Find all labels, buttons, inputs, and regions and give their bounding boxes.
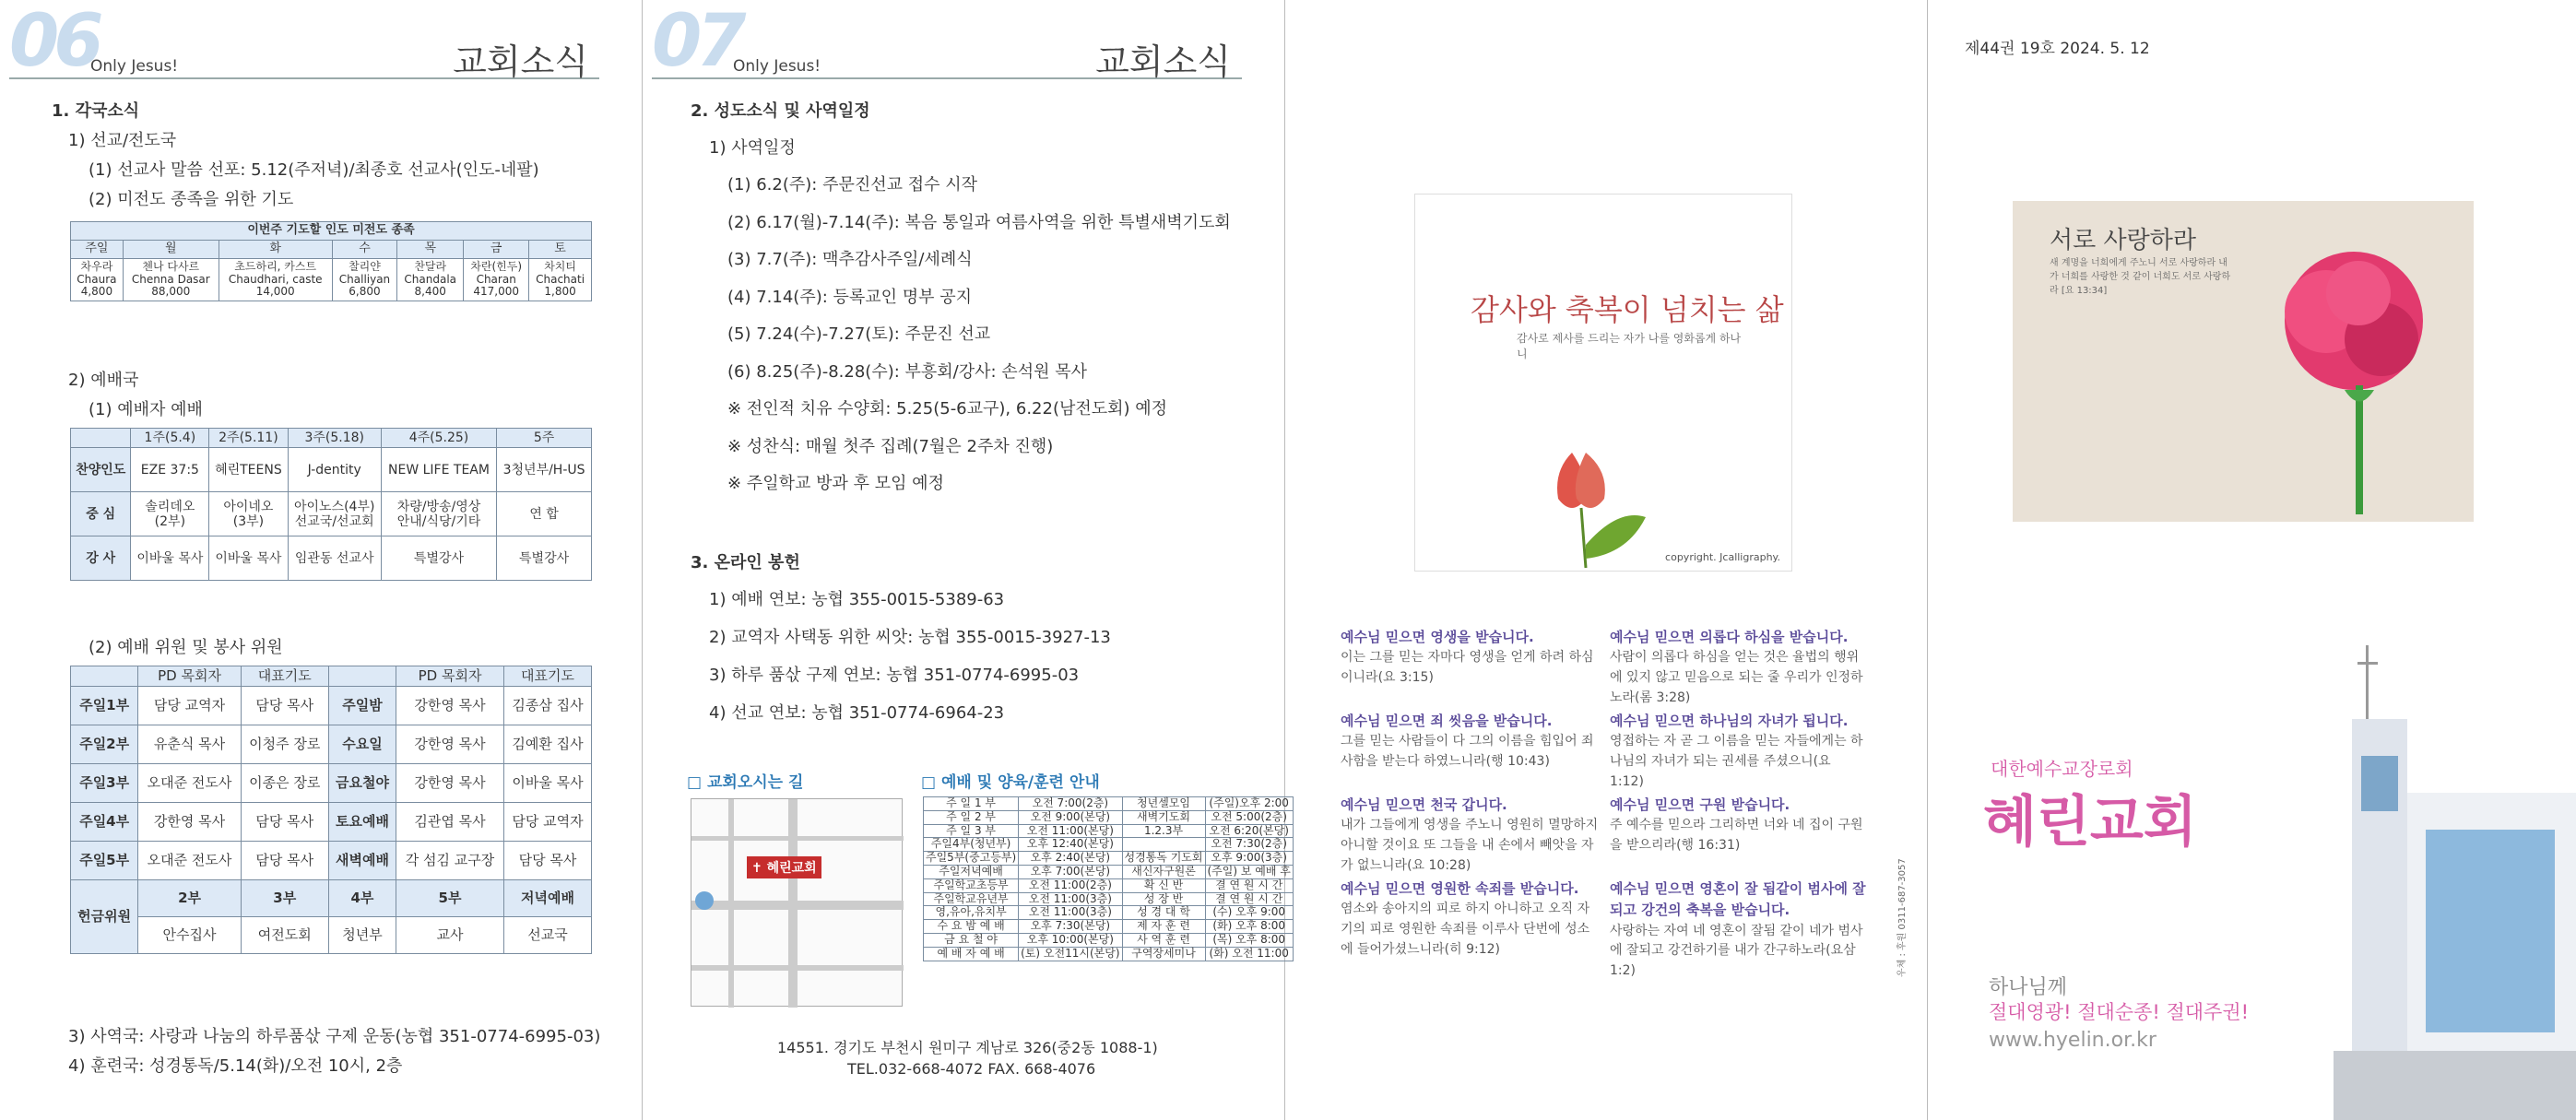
table-cell: 이바울 목사 bbox=[131, 536, 209, 581]
table-cell: 주일4부 bbox=[71, 803, 138, 842]
table-cell: 김종삼 집사 bbox=[503, 687, 591, 725]
table-cell: 오후 7:30(본당) bbox=[1019, 920, 1122, 934]
gospel-verse: 염소와 송아지의 피로 하지 아니하고 오직 자기의 피로 영원한 속죄를 이루사 단번에 성소에 들어가셨느니라(히 9:12) bbox=[1341, 902, 1590, 957]
carnation-flower bbox=[2197, 238, 2455, 514]
table-cell: 주일3부 bbox=[71, 764, 138, 803]
table-cell: 확 신 반 bbox=[1122, 878, 1205, 892]
table-cell: 여전도회 bbox=[241, 917, 328, 954]
telephone: TEL.032-668-4072 FAX. 668-4076 bbox=[847, 1060, 1096, 1078]
table-cell: 예 배 자 예 배 bbox=[924, 947, 1019, 961]
table-cell: 주일4부(청년부) bbox=[924, 838, 1019, 852]
table-cell: 주 일 3 부 bbox=[924, 824, 1019, 838]
table-cell: 솔리데오 (2부) bbox=[131, 492, 209, 536]
verse-title: 서로 사랑하라 bbox=[2050, 227, 2196, 254]
side-text: 우체 : 후원 0311-687-3057 bbox=[1897, 858, 1908, 977]
gospel-item bbox=[1341, 627, 1599, 689]
table-row bbox=[924, 878, 1294, 892]
table-row bbox=[71, 803, 592, 842]
slogan: 절대영광! 절대순종! 절대주권! bbox=[1989, 1001, 2250, 1023]
table-header: 3주(5.18) bbox=[288, 429, 381, 448]
gospel-item bbox=[1610, 627, 1868, 708]
gospel-heading: 예수님 믿으면 영생을 받습니다. bbox=[1341, 629, 1534, 645]
church-name: 혜린교회 bbox=[1983, 790, 2197, 855]
table-cell: 오후 7:00(본당) bbox=[1019, 865, 1122, 878]
table-header: 1주(5.4) bbox=[131, 429, 209, 448]
table-cell: 찬양인도 bbox=[71, 448, 131, 492]
table-cell: 오전 5:00(2층) bbox=[1205, 810, 1293, 824]
table-row bbox=[924, 852, 1294, 866]
table-cell: 담당 교역자 bbox=[138, 687, 241, 725]
table-cell: 성 경 대 학 bbox=[1122, 906, 1205, 920]
subsection: 2) 예배국 bbox=[68, 371, 139, 390]
table-cell: 강한영 목사 bbox=[396, 725, 504, 764]
table-cell: 결 연 원 시 간 bbox=[1205, 892, 1293, 906]
table-cell: 청년부 bbox=[328, 917, 396, 954]
offering-item: 2) 교역자 사택동 위한 씨앗: 농협 355-0015-3927-13 bbox=[709, 628, 1111, 647]
map bbox=[691, 798, 903, 1007]
table-row bbox=[924, 947, 1294, 961]
cell-line: Chachati bbox=[536, 272, 585, 286]
table-cell: 아이노스(4부) 선교국/선교회 bbox=[288, 492, 381, 536]
schedule-item: (4) 7.14(주): 등록교인 명부 공지 bbox=[727, 287, 973, 307]
item: (1) 예배자 예배 bbox=[89, 400, 203, 419]
table-cell: 아이네오 (3부) bbox=[209, 492, 288, 536]
page-header bbox=[9, 0, 599, 83]
schedule-title: □ 예배 및 양육/훈련 안내 bbox=[921, 773, 1100, 792]
cell-line: 8,400 bbox=[414, 285, 446, 299]
table-cell: 이종은 장로 bbox=[241, 764, 328, 803]
table-row bbox=[924, 933, 1294, 947]
table-header: 월 bbox=[123, 240, 219, 258]
table-cell: 오전 11:00(2층) bbox=[1019, 878, 1122, 892]
table-header: 주일 bbox=[71, 240, 124, 258]
schedule-table bbox=[923, 796, 1294, 961]
page-06 bbox=[0, 0, 643, 1120]
table-cell: 연 합 bbox=[497, 492, 592, 536]
gospel-heading: 예수님 믿으면 영혼이 잘 됨같이 범사에 잘되고 강건의 축복을 받습니다. bbox=[1610, 880, 1866, 919]
table-cell: 주일학교유년부 bbox=[924, 892, 1019, 906]
offering-item: 1) 예배 연보: 농협 355-0015-5389-63 bbox=[709, 590, 1005, 609]
tulip-illustration bbox=[1535, 443, 1655, 572]
table-header: PD 목회자 bbox=[138, 666, 241, 687]
cell-line: 첸나 다사르 bbox=[142, 259, 200, 273]
table-header: 수 bbox=[332, 240, 397, 258]
table-cell: (주일)오후 2:00 bbox=[1205, 797, 1293, 811]
table-row bbox=[71, 666, 592, 687]
table-cell: 차량/방송/영상 안내/식당/기타 bbox=[381, 492, 496, 536]
header-subtitle: Only Jesus! bbox=[90, 57, 179, 76]
page-title: 교회소식 bbox=[453, 41, 588, 82]
table-cell: (주일) 보 예배 후 bbox=[1205, 865, 1293, 878]
gospel-item bbox=[1610, 711, 1868, 792]
gospel-verse: 내가 그들에게 영생을 주노니 영원히 멸망하지 아니할 것이요 또 그들을 내 손에서 빼앗을 자가 없느니라(요 10:28) bbox=[1341, 818, 1599, 873]
cell-line: Chaudhari, caste bbox=[228, 272, 323, 286]
table-cell: 선교국 bbox=[503, 917, 591, 954]
table-cell: 영,유아,유치부 bbox=[924, 906, 1019, 920]
table-cell: 강한영 목사 bbox=[396, 687, 504, 725]
gospel-heading: 예수님 믿으면 죄 씻음을 받습니다. bbox=[1341, 713, 1553, 729]
table-row bbox=[924, 906, 1294, 920]
table-cell bbox=[123, 258, 219, 301]
cell-line: Charan bbox=[476, 272, 516, 286]
table-cell: 유춘식 목사 bbox=[138, 725, 241, 764]
cell-line: Chandala bbox=[404, 272, 457, 286]
cell-line: 찰리얀 bbox=[349, 259, 381, 273]
table-cell: 교사 bbox=[396, 917, 504, 954]
church-marker: ✝ 혜린교회 bbox=[747, 856, 821, 878]
table-cell: 특별강사 bbox=[381, 536, 496, 581]
copyright: copyright. Jcalligraphy. bbox=[1665, 551, 1780, 563]
table-cell: 중 심 bbox=[71, 492, 131, 536]
table-row bbox=[71, 687, 592, 725]
table-header: 2주(5.11) bbox=[209, 429, 288, 448]
table-cell: 담당 교역자 bbox=[503, 803, 591, 842]
table-header bbox=[71, 666, 138, 687]
gospel-item bbox=[1341, 878, 1599, 960]
card-text: 감사로 제사를 드리는 자가 나를 영화롭게 하나니 bbox=[1517, 332, 1742, 360]
section-heading: 3. 온라인 봉헌 bbox=[691, 553, 800, 572]
cell-line: Chenna Dasar bbox=[131, 272, 210, 286]
cell-line: Challiyan bbox=[338, 272, 391, 286]
item: 4) 훈련국: 성경통독/5.14(화)/오전 10시, 2층 bbox=[68, 1056, 403, 1076]
page-header bbox=[652, 0, 1242, 83]
item: 3) 사역국: 사랑과 나눔의 하루품삯 구제 운동(농협 351-0774-6995-03) bbox=[68, 1027, 601, 1046]
table-cell: 오후 2:40(본당) bbox=[1019, 852, 1122, 866]
verse-text: 새 계명을 너희에게 주노니 서로 사랑하라 내가 너희를 사랑한 것 같이 너희도 서로 사랑하라 [요 13:34] bbox=[2050, 258, 2231, 296]
table-cell: 주일저녁예배 bbox=[924, 865, 1019, 878]
card-title: 감사와 축복이 넘치는 삶 bbox=[1471, 292, 1784, 327]
gospel-verse: 영접하는 자 곧 그 이름을 믿는 자들에게는 하나님의 자녀가 되는 권세를 주셨으니(요 1:12) bbox=[1610, 734, 1863, 789]
slogan-intro: 하나님께 bbox=[1989, 976, 2068, 999]
calligraphy-card bbox=[1414, 194, 1792, 572]
table-row bbox=[71, 429, 592, 448]
table-header: 대표기도 bbox=[241, 666, 328, 687]
table-cell: NEW LIFE TEAM bbox=[381, 448, 496, 492]
table-cell: 주일학교초등부 bbox=[924, 878, 1019, 892]
table-cell: 담당 목사 bbox=[241, 842, 328, 880]
gospel-heading: 예수님 믿으면 하나님의 자녀가 됩니다. bbox=[1610, 713, 1849, 729]
table-cell bbox=[397, 258, 464, 301]
item: (2) 미전도 종족을 위한 기도 bbox=[89, 190, 294, 209]
table-header: 4부 bbox=[328, 880, 396, 917]
table-row bbox=[71, 764, 592, 803]
table-cell: 특별강사 bbox=[497, 536, 592, 581]
table-cell: (화) 오후 8:00 bbox=[1205, 920, 1293, 934]
gospel-item bbox=[1341, 711, 1599, 772]
table-cell: 주일2부 bbox=[71, 725, 138, 764]
subsection: 1) 선교/전도국 bbox=[68, 131, 177, 150]
table-header: 4주(5.25) bbox=[381, 429, 496, 448]
table-cell: 오전 7:30(2층) bbox=[1205, 838, 1293, 852]
gospel-verse: 사람이 의롭다 하심을 얻는 것은 율법의 행위에 있지 않고 믿음으로 되는 줄 우리가 인정하노라(롬 3:28) bbox=[1610, 650, 1863, 705]
table-header: 3부 bbox=[241, 880, 328, 917]
table-cell: EZE 37:5 bbox=[131, 448, 209, 492]
subsection: 1) 사역일정 bbox=[709, 138, 796, 158]
worship-table bbox=[70, 428, 592, 581]
table-header: 토 bbox=[529, 240, 592, 258]
table-row bbox=[924, 892, 1294, 906]
table-header bbox=[328, 666, 396, 687]
table-row bbox=[924, 824, 1294, 838]
table-cell: 수요일 bbox=[328, 725, 396, 764]
offering-committee-label: 헌금위원 bbox=[71, 880, 138, 954]
table-header: 화 bbox=[219, 240, 332, 258]
schedule-item: (1) 6.2(주): 주문진선교 접수 시작 bbox=[727, 175, 977, 195]
gospel-item bbox=[1341, 795, 1599, 876]
offering-item: 3) 하루 품삯 구제 연보: 농협 351-0774-6995-03 bbox=[709, 666, 1080, 685]
table-row bbox=[71, 880, 592, 917]
table-cell: 주일5부(중고등부) bbox=[924, 852, 1019, 866]
table-header bbox=[71, 429, 131, 448]
schedule-item: ※ 전인적 치유 수양회: 5.25(5-6교구), 6.22(남전도회) 예정 bbox=[727, 399, 1168, 419]
gospel-heading: 예수님 믿으면 구원 받습니다. bbox=[1610, 796, 1790, 813]
table-cell: 김예환 집사 bbox=[503, 725, 591, 764]
table-header: 목 bbox=[397, 240, 464, 258]
church-building bbox=[2334, 645, 2576, 1120]
schedule-item: (3) 7.7(주): 맥추감사주일/세례식 bbox=[727, 250, 973, 269]
cell-line: 417,000 bbox=[473, 285, 519, 299]
table-cell: 오후 12:40(본당) bbox=[1019, 838, 1122, 852]
table-cell: 각 섬김 교구장 bbox=[396, 842, 504, 880]
table-cell: 이청주 장로 bbox=[241, 725, 328, 764]
cover-page bbox=[1928, 0, 2576, 1120]
page-tract bbox=[1285, 0, 1928, 1120]
table-cell: 담당 목사 bbox=[503, 842, 591, 880]
table-cell: 담당 목사 bbox=[241, 687, 328, 725]
prayer-table-title: 이번주 기도할 인도 미전도 종족 bbox=[71, 222, 592, 241]
page-number: 06 bbox=[9, 0, 99, 83]
page-number: 07 bbox=[652, 0, 741, 83]
gospel-verse: 그를 믿는 사람들이 다 그의 이름을 힘입어 죄 사함을 받는다 하였느니라(행 10:43) bbox=[1341, 734, 1594, 769]
table-row bbox=[71, 917, 592, 954]
website-url: www.hyelin.or.kr bbox=[1989, 1029, 2157, 1052]
table-cell: 강한영 목사 bbox=[138, 803, 241, 842]
cell-line: 초드하리, 카스트 bbox=[234, 259, 317, 273]
table-header: PD 목회자 bbox=[396, 666, 504, 687]
cell-line: 14,000 bbox=[255, 285, 295, 299]
table-row bbox=[924, 797, 1294, 811]
carnation-image bbox=[2013, 201, 2474, 522]
gospel-verse: 주 예수를 믿으라 그리하면 너와 네 집이 구원을 받으리라(행 16:31) bbox=[1610, 818, 1863, 853]
table-cell: 오전 11:00(3층) bbox=[1019, 892, 1122, 906]
table-row bbox=[924, 920, 1294, 934]
table-cell: 주 일 1 부 bbox=[924, 797, 1019, 811]
cell-line: Chaura bbox=[77, 272, 117, 286]
table-cell: 사 역 훈 련 bbox=[1122, 933, 1205, 947]
table-header: 대표기도 bbox=[503, 666, 591, 687]
table-cell: 주일5부 bbox=[71, 842, 138, 880]
table-cell: 오후 10:00(본당) bbox=[1019, 933, 1122, 947]
table-cell: 김관엽 목사 bbox=[396, 803, 504, 842]
table-header: 2부 bbox=[138, 880, 241, 917]
gospel-heading: 예수님 믿으면 영원한 속죄를 받습니다. bbox=[1341, 880, 1579, 897]
table-cell: 강한영 목사 bbox=[396, 764, 504, 803]
schedule-item: (6) 8.25(주)-8.28(수): 부흥회/강사: 손석원 목사 bbox=[727, 361, 1087, 382]
table-cell: 새벽예배 bbox=[328, 842, 396, 880]
section-heading: 2. 성도소식 및 사역일정 bbox=[691, 101, 870, 121]
table-cell: 강 사 bbox=[71, 536, 131, 581]
table-row bbox=[71, 842, 592, 880]
table-cell bbox=[1122, 838, 1205, 852]
table-row bbox=[924, 865, 1294, 878]
table-row bbox=[924, 838, 1294, 852]
schedule-item: ※ 주일학교 방과 후 모임 예정 bbox=[727, 474, 944, 493]
prayer-table bbox=[70, 221, 592, 301]
table-cell: 금 요 철 야 bbox=[924, 933, 1019, 947]
table-header: 5부 bbox=[396, 880, 504, 917]
table-cell: 구역장세미나 bbox=[1122, 947, 1205, 961]
table-cell: 오전 7:00(2층) bbox=[1019, 797, 1122, 811]
gospel-item bbox=[1610, 878, 1868, 982]
cell-line: 차치티 bbox=[544, 259, 576, 273]
gospel-verse: 이는 그를 믿는 자마다 영생을 얻게 하려 하심이니라(요 3:15) bbox=[1341, 650, 1594, 685]
table-cell bbox=[529, 258, 592, 301]
table-cell: 결 연 원 시 간 bbox=[1205, 878, 1293, 892]
table-cell: 오대준 전도사 bbox=[138, 842, 241, 880]
gospel-heading: 예수님 믿으면 의롭다 하심을 받습니다. bbox=[1610, 629, 1849, 645]
cell-line: 찬달라 bbox=[414, 259, 447, 273]
page-07 bbox=[643, 0, 1291, 1120]
item: (1) 선교사 말씀 선포: 5.12(주저녁)/최종호 선교사(인도-네팔) bbox=[89, 160, 539, 180]
table-cell: 토요예배 bbox=[328, 803, 396, 842]
table-row bbox=[71, 725, 592, 764]
item: (2) 예배 위원 및 봉사 위원 bbox=[89, 638, 283, 657]
table-cell: 성경통독 기도회 bbox=[1122, 852, 1205, 866]
table-cell bbox=[71, 258, 124, 301]
address: 14551. 경기도 부천시 원미구 계남로 326(중2동 1088-1) bbox=[777, 1039, 1158, 1056]
table-cell: 성 장 반 bbox=[1122, 892, 1205, 906]
table-cell: 이바울 목사 bbox=[209, 536, 288, 581]
table-cell: 1.2.3부 bbox=[1122, 824, 1205, 838]
table-cell bbox=[332, 258, 397, 301]
table-cell: 수 요 밤 예 배 bbox=[924, 920, 1019, 934]
cell-line: 4,800 bbox=[80, 285, 113, 299]
table-cell: 제 자 훈 련 bbox=[1122, 920, 1205, 934]
table-cell: 이바울 목사 bbox=[503, 764, 591, 803]
table-cell: (수) 오후 9:00 bbox=[1205, 906, 1293, 920]
table-cell: 오전 11:00(3층) bbox=[1019, 906, 1122, 920]
cell-line: 88,000 bbox=[151, 285, 191, 299]
offering-item: 4) 선교 연보: 농협 351-0774-6964-23 bbox=[709, 703, 1005, 723]
table-row bbox=[924, 810, 1294, 824]
cell-line: 차란(힌두) bbox=[470, 259, 523, 273]
cell-line: 1,800 bbox=[544, 285, 576, 299]
table-cell bbox=[464, 258, 529, 301]
issue-info: 제44권 19호 2024. 5. 12 bbox=[1965, 40, 2150, 58]
gospel-verse: 사랑하는 자여 네 영혼이 잘됨 같이 네가 범사에 잘되고 강건하기를 내가 간구하노라(요삼 1:2) bbox=[1610, 923, 1863, 978]
table-cell: 오대준 전도사 bbox=[138, 764, 241, 803]
table-cell: 오전 11:00(본당) bbox=[1019, 824, 1122, 838]
table-row bbox=[71, 448, 592, 492]
table-cell: 주일1부 bbox=[71, 687, 138, 725]
table-cell: 청년셀모임 bbox=[1122, 797, 1205, 811]
table-cell: 임관동 선교사 bbox=[288, 536, 381, 581]
table-header: 5주 bbox=[497, 429, 592, 448]
header-subtitle: Only Jesus! bbox=[733, 57, 821, 76]
cell-line: 차우라 bbox=[80, 259, 113, 273]
table-cell: 3청년부/H-US bbox=[497, 448, 592, 492]
table-cell: (토) 오전11시(본당) bbox=[1019, 947, 1122, 961]
schedule-item: ※ 성찬식: 매월 첫주 집례(7월은 2주차 진행) bbox=[727, 436, 1054, 456]
table-cell: 안수집사 bbox=[138, 917, 241, 954]
denomination: 대한예수교장로회 bbox=[1991, 758, 2133, 780]
table-row bbox=[71, 536, 592, 581]
table-cell: 오전 6:20(본당) bbox=[1205, 824, 1293, 838]
schedule-item: (2) 6.17(월)-7.14(주): 복음 통일과 여름사역을 위한 특별새벽기도회 bbox=[727, 212, 1231, 232]
gospel-item bbox=[1610, 795, 1868, 856]
service-table bbox=[70, 666, 592, 954]
table-cell: 담당 목사 bbox=[241, 803, 328, 842]
table-row bbox=[71, 492, 592, 536]
table-cell: 금요철야 bbox=[328, 764, 396, 803]
page-title: 교회소식 bbox=[1095, 41, 1231, 82]
schedule-item: (5) 7.24(수)-7.27(토): 주문진 선교 bbox=[727, 324, 991, 344]
table-cell: (화) 오전 11:00 bbox=[1205, 947, 1293, 961]
table-header: 저녁예배 bbox=[503, 880, 591, 917]
table-cell: 새벽기도회 bbox=[1122, 810, 1205, 824]
table-cell: 오전 9:00(본당) bbox=[1019, 810, 1122, 824]
table-cell: 혜린TEENS bbox=[209, 448, 288, 492]
table-header: 금 bbox=[464, 240, 529, 258]
cell-line: 6,800 bbox=[349, 285, 381, 299]
map-title: □ 교회오시는 길 bbox=[687, 773, 804, 792]
gospel-heading: 예수님 믿으면 천국 갑니다. bbox=[1341, 796, 1507, 813]
table-cell: (목) 오후 8:00 bbox=[1205, 933, 1293, 947]
section-heading: 1. 각국소식 bbox=[52, 101, 140, 121]
table-cell: 주 일 2 부 bbox=[924, 810, 1019, 824]
table-cell: 새신자구원론 bbox=[1122, 865, 1205, 878]
table-cell: J-dentity bbox=[288, 448, 381, 492]
table-cell: 오후 9:00(3층) bbox=[1205, 852, 1293, 866]
table-cell bbox=[219, 258, 332, 301]
table-cell: 주일밤 bbox=[328, 687, 396, 725]
